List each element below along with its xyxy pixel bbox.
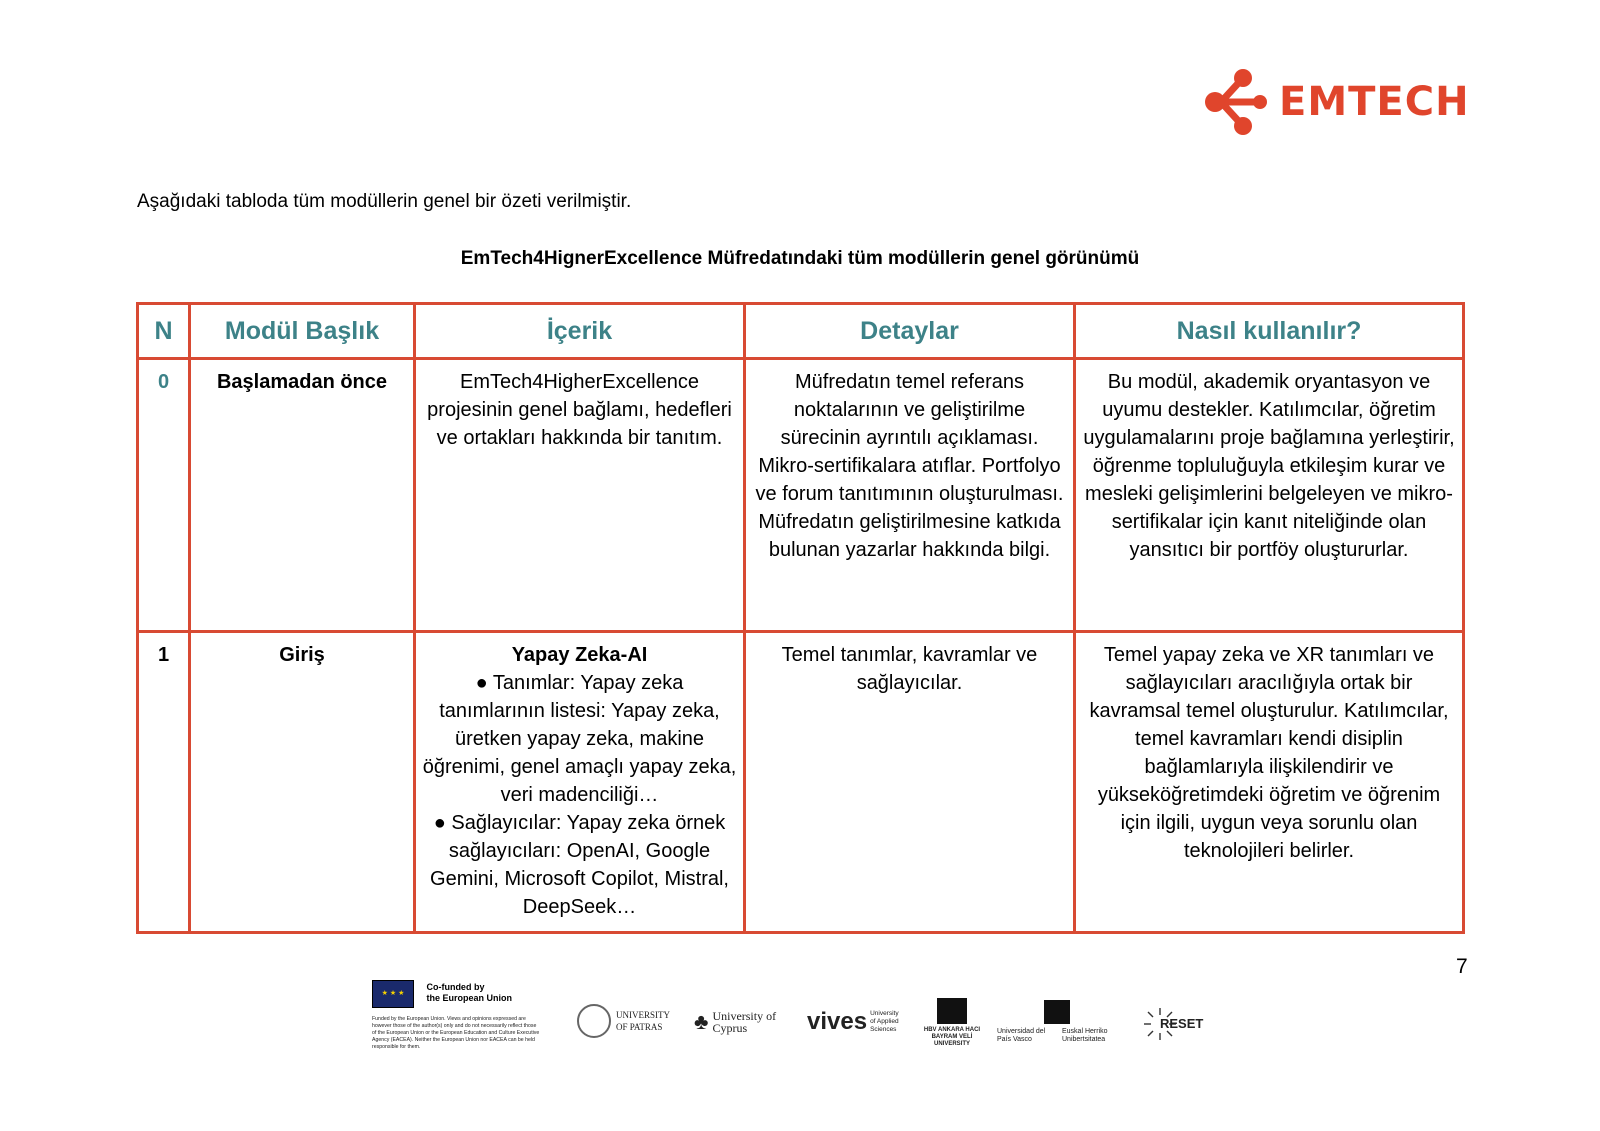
eu-title-line2: the European Union [426, 993, 512, 1003]
content-bullet: ● Sağlayıcılar: Yapay zeka örnek sağlayıcıları: OpenAI, Google Gemini, Microsoft Copilot, Mistral, DeepSeek… [430, 812, 729, 918]
page-number: 7 [1456, 955, 1468, 978]
emtech-molecule-icon [1205, 66, 1273, 138]
ehu-tree-icon [1044, 1000, 1070, 1024]
emtech-logo [1205, 66, 1470, 138]
module-details: Müfredatın temel referans noktalarının ve geliştirilme sürecinin ayrıntılı açıklaması. Mikro-sertifikalara atıflar. Portfolyo ve forum tanıtımının oluşturulması. Müfredatın geliştirilmesine katkıda bulunan yazarlar hakkında bilgi. [745, 359, 1075, 632]
table-row [138, 632, 1464, 933]
reset-logo [1142, 1006, 1203, 1042]
patras-logo [577, 1004, 682, 1038]
module-usage: Bu modül, akademik oryantasyon ve uyumu destekler. Katılımcılar, öğretim uygulamalarını proje bağlamına yerleştirir, öğrenme topluluğuyla etkileşim kurar ve mesleki gelişimlerini belgeleyen ve mikro-sertifikalar için kanıt niteliğinde olan yansıtıcı bir portföy oluştururlar. [1075, 359, 1464, 632]
ehu-logo [997, 1000, 1117, 1044]
eu-title-line1: Co-funded by [426, 982, 485, 992]
module-title: Giriş [190, 632, 415, 933]
eu-disclaimer: Funded by the European Union. Views and opinions expressed are however those of the author(s) only and do not necessarily reflect those of the European Union or the European Education and Culture Executive Agency (EACEA). Neither the European Union nor EACEA can be held responsible for them. [372, 1016, 540, 1050]
hbv-mark-icon [937, 998, 967, 1024]
table-header-row [138, 304, 1464, 359]
vives-name: vives [807, 1008, 868, 1035]
hbv-name: HBV ANKARA HACI BAYRAM VELİ UNIVERSITY [923, 1027, 981, 1047]
ehu-name-es: Universidad del País Vasco [997, 1028, 1046, 1043]
row-number: 0 [138, 359, 190, 632]
intro-text: Aşağıdaki tabloda tüm modüllerin genel bir özeti verilmiştir. [137, 191, 632, 212]
table-caption: EmTech4HignerExcellence Müfredatındaki tüm modüllerin genel görünümü [460, 248, 1140, 269]
module-usage: Temel yapay zeka ve XR tanımları ve sağlayıcıları aracılığıyla ortak bir kavramsal temel oluşturulur. Katılımcılar, temel kavramları kendi disiplin bağlamlarıyla ilişkilendirir ve yükseköğretimdeki öğretim ve öğrenim için ilgili, uygun veya sorunlu olan teknolojileri belirler. [1075, 632, 1464, 933]
cyprus-tree-icon: ♣ [694, 1009, 709, 1034]
hbv-logo [917, 998, 987, 1048]
eu-flag-icon: ★ ★ ★ [372, 980, 414, 1008]
row-number: 1 [138, 632, 190, 933]
cyprus-name: University of Cyprus [712, 1009, 777, 1035]
column-header-n: N [138, 304, 190, 359]
column-header-usage: Nasıl kullanılır? [1075, 304, 1464, 359]
module-content: EmTech4HigherExcellence projesinin genel bağlamı, hedefleri ve ortakları hakkında bir tanıtım. [415, 359, 745, 632]
column-header-content: İçerik [415, 304, 745, 359]
cyprus-logo [694, 1010, 784, 1034]
module-details: Temel tanımlar, kavramlar ve sağlayıcılar. [745, 632, 1075, 933]
table-row [138, 359, 1464, 632]
footer-partner-logos [372, 980, 1252, 1090]
column-header-title: Modül Başlık [190, 304, 415, 359]
module-content [415, 632, 745, 933]
module-title: Başlamadan önce [190, 359, 415, 632]
modules-table [136, 302, 1465, 934]
ehu-name-eu: Euskal Herriko Unibertsitatea [1062, 1028, 1108, 1043]
patras-name: UNIVERSITY OF PATRAS [616, 1010, 670, 1032]
eu-cofunded-title [426, 982, 512, 1004]
eu-cofunded-block [372, 980, 547, 1051]
content-heading: Yapay Zeka-AI [511, 644, 648, 666]
patras-seal-icon [577, 1004, 611, 1038]
content-bullet: ● Tanımlar: Yapay zeka tanımlarının listesi: Yapay zeka, üretken yapay zeka, makine öğrenimi, genel amaçlı yapay zeka, veri madenciliği… [422, 672, 737, 806]
vives-logo [807, 1010, 904, 1034]
reset-name: RESET [1160, 1016, 1204, 1031]
emtech-logo-text: EMTECH [1279, 79, 1470, 125]
column-header-details: Detaylar [745, 304, 1075, 359]
vives-subtitle: University of Applied Sciences [870, 1010, 899, 1033]
